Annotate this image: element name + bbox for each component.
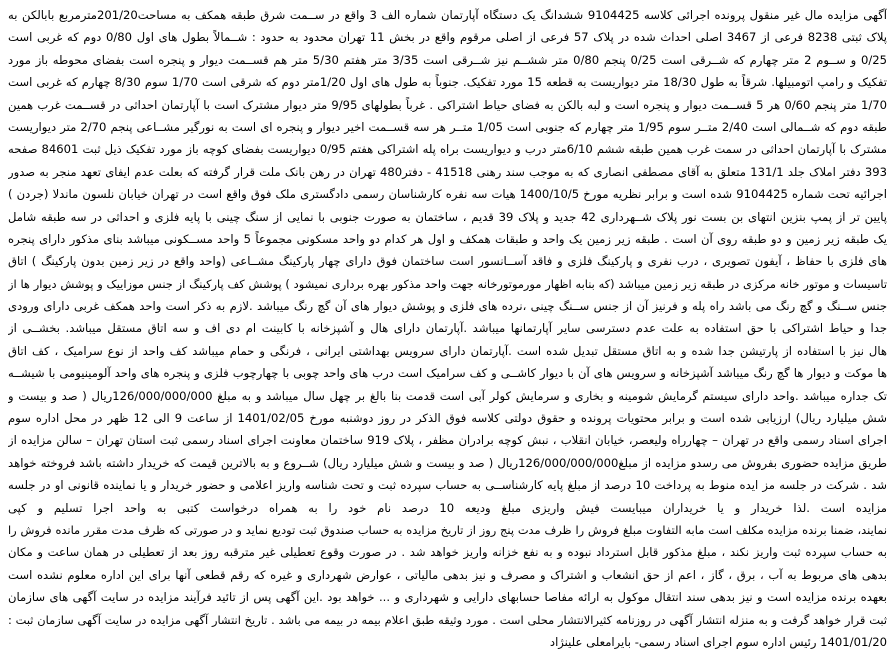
notice-line-21: طریق مزایده حضوری بفروش می رسدو مزایده از مبلغ126/000/000/000ریال ( صد و بیست و شش میلیارد ریال) شــروع و به بالاترین قیمت که خریدار داشته باشد فروخته خواهد — [8, 455, 887, 470]
notice-line-3: 0/25 و ســوم 2 متر چهارم که شــرقی است 0/25 پنجم 0/80 متر ششــم نیز شــرقی است 3/35 متر هفتم 5/30 متر هم قســمت دیوار و پنجره است بفضای محوطه باز مورد — [8, 52, 887, 67]
notice-line-26: بدهی های مربوط به آب ، برق ، گاز ، اعم از حق انشعاب و اشتراک و مصرف و نیز بدهی مالیاتی ، عوارض شهرداری و غیره که رقم قطعی آنها برای این اداره معلوم نشده است — [8, 567, 887, 582]
notice-line-19: شش میلیارد ریال) ارزیابی شده است و برابر محتویات پرونده و حقوق دولتی کلاسه فوق الذکر در روز دوشنبه مورخ 1401/02/05 از ساعت 9 الی 12 ظهر در محل اداره سوم — [8, 411, 887, 426]
notice-line-10: پایین تر از پمپ بنزین انتهای بن بست نور پلاک شــهرداری 42 جدید و پلاک 39 قدیم ، ساختمان به صورت جنوبی با نمایی از سنگ چینی با پایه فلزی و احداثی در سه طبقه شامل — [8, 209, 887, 224]
notice-signature-line: 1401/01/20 رئیس اداره سوم اجرای اسناد رسمی- بایرامعلی علینژاد — [549, 634, 887, 649]
notice-line-9: اجرائیه تحت شماره 9104425 شده است و برابر نظریه مورخ 1400/10/5 هیات سه نفره کارشناسان رسمی دادگستری ملک فوق واقع است در تهران خیابان نلسون ماندلا (جردن ) — [8, 187, 887, 202]
notice-line-22: شد . شرکت در جلسه مز ایده منوط به پرداخت 10 درصد از مبلغ پایه کارشناســی به حساب سپرده ثبت و تحت شناسه واریز اعلامی و حضور خریدار و یا نماینده قانونی او در جلسه — [8, 478, 887, 493]
notice-line-24: نمایند، ضمنا برنده مزایده مکلف است مابه التفاوت مبلغ فروش را ظرف مدت پنج روز از تاریخ مزایده به حساب صندوق ثبت تودیع نماید و در صورتی که ظرف مدت مقرر مانده فروش را — [8, 522, 887, 537]
notice-line-15: جدا و حیاط اشتراکی با حق استفاده به علت عدم دسترسی سایر آپارتمانها میباشد .آپارتمان دارای هال و آشپزخانه با کابینت ام دی اف و سه اتاق مستقل میباشد. بخشــی از — [8, 321, 887, 336]
notice-line-13: تاسیسات و موتور خانه مرکزی در طبقه زیر زمین میباشد (که بنابه اظهار مورموتورخانه جهت واحد مذکور بهره برداری نمیشود ) پوشش کف پارکینگ از جنس موزاییک و پوشش دیوار ها از — [8, 276, 887, 291]
notice-line-6: طبقه دوم که شــمالی است 2/40 متــر سوم 1/95 متر چهارم که جنوبی است 1/05 متــر هر سه قســمت اخیر دیوار و پنجره ای است به نورگیر مشــاعی پنجم 2/70 متر دیواریست — [8, 119, 887, 134]
notice-line-8: 393 دفتر املاک جلد 131/1 متعلق به آقای مصطفی انصاری که به موجب سند رهنی 41518 - دفتر480 تهران در رهن بانک ملت قرار گرفته که بعلت عدم ایفای تعهد منجر به صدور — [8, 164, 887, 179]
notice-line-23: مزایده است .لذا خریدار و یا خریداران میبایست فیش واریزی مبلغ ودیعه 10 درصد نام خود را به همراه درخواست کتبی به واحد اجرا تسلیم و کپی — [8, 500, 887, 515]
notice-line-28: ثبت قرار خواهد گرفت و به منزله انتشار آگهی در روزنامه کثیرالانتشار محلی است . مورد وثیقه طبق اعلام بیمه در بیمه می باشد . تاریخ انتشار آگهی مزایده در سایت آگهی سازمان ثبت : — [8, 612, 887, 627]
notice-line-5: 1/70 متر پنجم 0/60 هر 5 قســمت دیوار و پنجره است و لبه بالکن به فضای حیاط اشتراکی . غرباً بطولهای 9/95 متر دیوار مشترک است با آپارتمان احداثی در قســمت غرب همین — [8, 97, 887, 112]
notice-line-16: هال نیز با استفاده از پارتیشن جدا شده و به اتاق مستقل تبدیل شده است .آپارتمان دارای سرویس بهداشتی ایرانی ، فرنگی و حمام میباشد کف واحد از نوع سرامیک ، کف اتاق — [8, 343, 887, 358]
notice-line-17: ها موکت و دیوار ها گچ رنگ میباشد آشپزخانه و سرویس های آن با دیوار کاشــی و کف سرامیک است درب های واحد چوبی با چهارچوب فلزی و پنجره های واحد آلومینیومی با شیشــه — [8, 366, 887, 381]
notice-line-25: به حساب سپرده ثبت واریز نکند ، مبلغ مذکور قابل استرداد نبوده و به نفع خزانه واریز خواهد شد . در صورت وقوع تعطیلی غیر مترقبه روز بعد از تعطیلی در همان ساعت و مکان — [8, 545, 887, 560]
notice-line-4: تفکیک و رامپ اتومبیلها. شرقاً به طول 18/30 متر دیواریست به قطعه 15 مورد تفکیک. جنوباً به طول های اول 1/20متر دوم که شرقی است 1/70 سوم 8/30 چهارم که غربی است — [8, 75, 887, 90]
notice-line-14: جنس ســنگ و گچ رنگ می باشد راه پله و فرنیز آن از جنس ســنگ چینی ،نرده های فلزی و پوشش دیوار های آن گچ رنگ میباشد .لازم به ذکر است واحد همکف غربی دارای ورودی — [8, 299, 887, 314]
notice-line-7: مشترک با آپارتمان احداثی در سمت غرب همین طبقه ششم 6/10متر درب و دیواریست براه پله اشتراکی هفتم 0/95 دیواریست بفضای کوچه باز مورد تفکیک ذیل ثبت 84601 صفحه — [8, 142, 887, 157]
notice-line-1: آگهی مزایده مال غیر منقول پرونده اجرائی کلاسه 9104425 ششدانگ یک دستگاه آپارتمان شماره الف 3 واقع در ســمت شرق طبقه همکف به مساحت201/20مترمربع بابالکن به — [8, 8, 887, 22]
notice-line-11: یک طبقه زیر زمین و دو طبقه روی آن است . طبقه زیر زمین یک واحد و طبقات همکف و اول هر کدام دو واحد مسکونی مجموعاً 5 واحد مســکونی میباشد بنای مذکور دارای پنجره — [8, 231, 887, 246]
notice-line-18: تک جداره میباشد .واحد دارای سیستم گرمایش شومینه و بخاری و سرمایش کولر آبی است قدمت بنا بالغ بر چهل سال میباشد و به مبلغ 126/000/000/000ریال ( صد و بیست و — [8, 388, 887, 403]
notice-line-20: اجرای اسناد رسمی واقع در تهران – چهارراه ولیعصر، خیابان انقلاب ، نبش کوچه برادران مظفر ، پلاک 919 ساختمان معاونت اجرای اسناد رسمی ثبت استان تهران – سالن مزایده از — [8, 433, 887, 448]
notice-line-2: پلاک ثبتی 8238 فرعی از 3467 اصلی احداث شده در پلاک 57 فرعی از اصلی مرقوم واقع در بخش 11 تهران محدود به حدود : شــمالاً بطول های اول 0/80 دوم که غربی است — [8, 30, 887, 45]
notice-line-27: بعهده برنده مزایده است و نیز بدهی سند انتقال موکول به ارائه مفاصا حسابهای دارایی و شهرداری و ... خواهد بود .این آگهی پس از تائید فرآیند مزایده در سایت آگهی های سازمان — [8, 590, 887, 605]
notice-line-12: های فلزی با حفاظ ، آیفون تصویری ، درب نفری و پارکینگ فلزی و فاقد آســانسور است ساختمان فوق دارای چهار پارکینگ مشــاعی (واحد واقع در زیر زمین بدون پارکینگ ) اتاق — [8, 254, 887, 269]
